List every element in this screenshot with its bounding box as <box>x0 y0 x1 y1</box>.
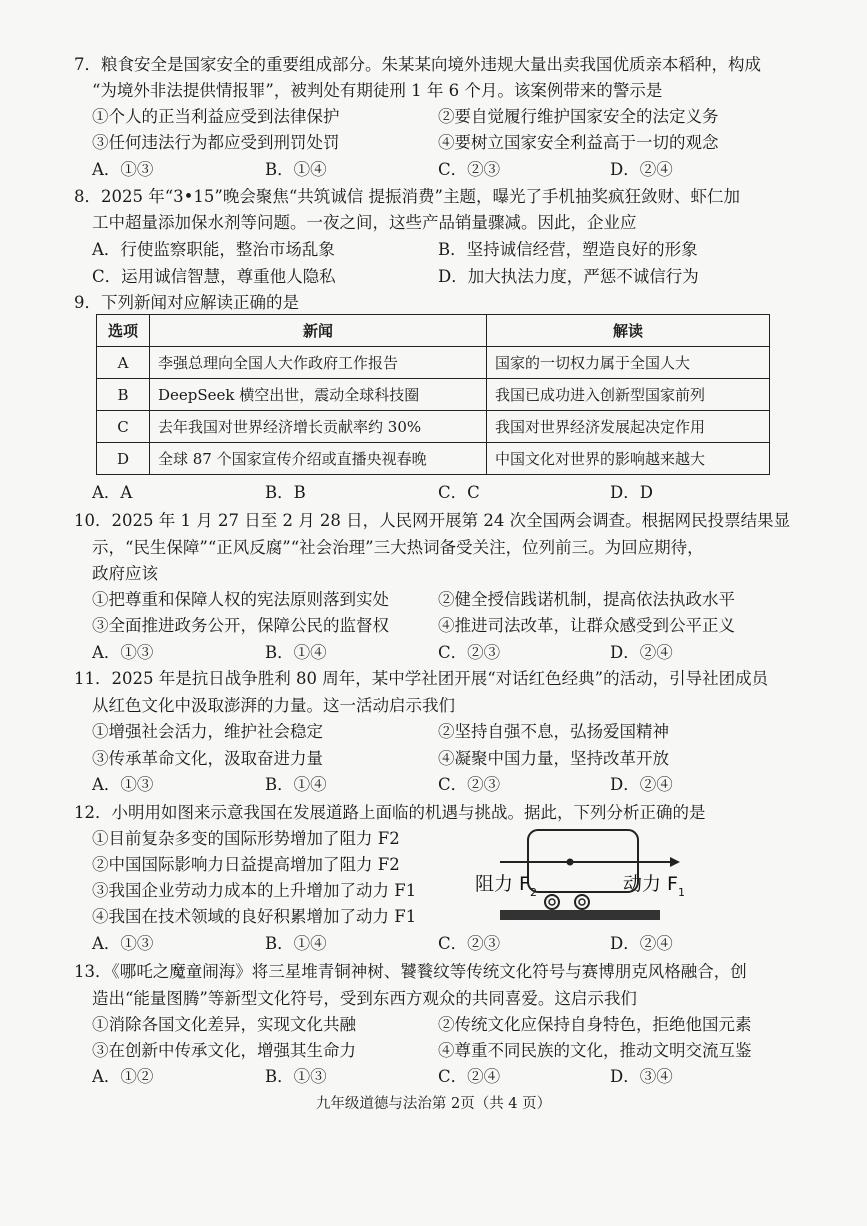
table-row <box>97 379 770 411</box>
page-footer: 九年级道德与法治第 2页（共 4 页） <box>315 1096 552 1112</box>
q11-statement-2: ②坚持自强不息，弘扬爱国精神 <box>438 722 669 741</box>
q7-choice-b[interactable]: B．①④ <box>265 160 327 179</box>
row-news: 全球 87 个国家宣传介绍或直播央视春晚 <box>150 443 487 475</box>
table-header-row <box>97 315 770 347</box>
table-header-option: 选项 <box>97 315 150 347</box>
cart-wheel-right <box>575 895 589 909</box>
q9-choice-a[interactable]: A．A <box>92 483 133 502</box>
table-row <box>97 347 770 379</box>
row-key: D <box>97 443 150 475</box>
q8-stem-line-2: 工中超量添加保水剂等问题。一夜之间，这些产品销量骤减。因此，企业应 <box>92 213 637 232</box>
q12-statement-2: ②中国国际影响力日益提高增加了阻力 F2 <box>92 855 400 874</box>
force-cart-diagram <box>470 824 700 934</box>
row-key: B <box>97 379 150 411</box>
row-reading: 我国已成功进入创新型国家前列 <box>487 379 770 411</box>
q11-statement-4: ④凝聚中国力量，坚持改革开放 <box>438 749 669 768</box>
q7-statement-3: ③任何违法行为都应受到刑罚处罚 <box>92 133 340 152</box>
q7-choice-c[interactable]: C．②③ <box>438 160 501 179</box>
q8-choice-c[interactable]: C．运用诚信智慧，尊重他人隐私 <box>92 267 336 286</box>
drive-force-label: 动力 $F_1$ <box>623 873 685 899</box>
resist-force-label: 阻力 $F_2$ <box>475 873 537 899</box>
q10-statement-2: ②健全授信践诺机制，提高依法执政水平 <box>438 590 735 609</box>
q12-choice-b[interactable]: B．①④ <box>265 934 327 953</box>
q13-statement-2: ②传统文化应保持自身特色，拒绝他国元素 <box>438 1015 752 1034</box>
q7-stem-line-1: 7．粮食安全是国家安全的重要组成部分。朱某某向境外违规大量出卖我国优质亲本稻种，构成 <box>74 55 761 74</box>
q12-choice-d[interactable]: D．②④ <box>610 934 673 953</box>
q9-choice-c[interactable]: C．C <box>438 483 480 502</box>
q11-statement-1: ①增强社会活力，维护社会稳定 <box>92 722 323 741</box>
q13-stem-line-2: 造出“能量图腾”等新型文化符号，受到东西方观众的共同喜爱。这启示我们 <box>92 989 637 1008</box>
q11-choice-a[interactable]: A．①③ <box>92 775 154 794</box>
q10-stem-line-2: 示，“民生保障”“正风反腐”“社会治理”三大热词备受关注，位列前三。为回应期待， <box>92 538 704 557</box>
cart-wheel-left <box>545 895 559 909</box>
row-reading: 我国对世界经济发展起决定作用 <box>487 411 770 443</box>
q7-stem-line-2: “为境外非法提供情报罪”，被判处有期徒刑 1 年 6 个月。该案例带来的警示是 <box>92 81 663 100</box>
q10-stem-line-1: 10．2025 年 1 月 27 日至 2 月 28 日，人民网开展第 24 次全国两会调查。根据网民投票结果显 <box>74 511 791 530</box>
q8-choice-d[interactable]: D．加大执法力度，严惩不诚信行为 <box>438 267 699 286</box>
q12-choice-a[interactable]: A．①③ <box>92 934 154 953</box>
q10-statement-1: ①把尊重和保障人权的宪法原则落到实处 <box>92 590 389 609</box>
row-news: 李强总理向全国人大作政府工作报告 <box>150 347 487 379</box>
row-reading: 国家的一切权力属于全国人大 <box>487 347 770 379</box>
q11-stem-line-2: 从红色文化中汲取澎湃的力量。这一活动启示我们 <box>92 696 455 715</box>
q13-choice-c[interactable]: C．②④ <box>438 1067 501 1086</box>
q10-choice-b[interactable]: B．①④ <box>265 643 327 662</box>
q10-statement-3: ③全面推进政务公开，保障公民的监督权 <box>92 616 389 635</box>
ground-bar <box>500 910 660 920</box>
q10-statement-4: ④推进司法改革，让群众感受到公平正义 <box>438 616 735 635</box>
q12-statement-4: ④我国在技术领域的良好积累增加了动力 F1 <box>92 907 417 926</box>
q9-choice-d[interactable]: D．D <box>610 483 653 502</box>
q13-choice-b[interactable]: B．①③ <box>265 1067 327 1086</box>
table-header-news: 新闻 <box>150 315 487 347</box>
q8-choice-a[interactable]: A．行使监察职能，整治市场乱象 <box>92 240 335 259</box>
q10-choice-c[interactable]: C．②③ <box>438 643 501 662</box>
row-key: C <box>97 411 150 443</box>
q10-choice-d[interactable]: D．②④ <box>610 643 673 662</box>
table-row <box>97 443 770 475</box>
table-row <box>97 411 770 443</box>
q9-choice-b[interactable]: B．B <box>265 483 306 502</box>
q11-choice-d[interactable]: D．②④ <box>610 775 673 794</box>
force-arrow-head <box>670 857 680 867</box>
q12-stem: 12．小明用如图来示意我国在发展道路上面临的机遇与挑战。据此，下列分析正确的是 <box>74 803 706 822</box>
q13-stem-line-1: 13．《哪吒之魔童闹海》将三星堆青铜神树、饕餮纹等传统文化符号与赛博朋克风格融合，创 <box>74 962 747 981</box>
q11-stem-line-1: 11．2025 年是抗日战争胜利 80 周年，某中学社团开展“对话红色经典”的活动，引导社团成员 <box>74 669 769 688</box>
table-header-reading: 解读 <box>487 315 770 347</box>
q10-stem-line-3: 政府应该 <box>92 564 158 583</box>
q9-news-table <box>96 314 770 475</box>
row-news: 去年我国对世界经济增长贡献率约 30% <box>150 411 487 443</box>
q12-choice-c[interactable]: C．②③ <box>438 934 501 953</box>
q11-statement-3: ③传承革命文化，汲取奋进力量 <box>92 749 323 768</box>
row-news: DeepSeek 横空出世，震动全球科技圈 <box>150 379 487 411</box>
q13-statement-3: ③在创新中传承文化，增强其生命力 <box>92 1041 356 1060</box>
q13-choice-d[interactable]: D．③④ <box>610 1067 673 1086</box>
q7-choice-d[interactable]: D．②④ <box>610 160 673 179</box>
q7-statement-4: ④要树立国家安全利益高于一切的观念 <box>438 133 719 152</box>
row-reading: 中国文化对世界的影响越来越大 <box>487 443 770 475</box>
q8-choice-b[interactable]: B．坚持诚信经营，塑造良好的形象 <box>438 240 698 259</box>
q13-statement-1: ①消除各国文化差异，实现文化共融 <box>92 1015 356 1034</box>
q7-choice-a[interactable]: A．①③ <box>92 160 154 179</box>
q8-stem-line-1: 8．2025 年“3•15”晚会聚焦“共筑诚信 提振消费”主题，曝光了手机抽奖疯狂敛财、虾仁加 <box>74 187 740 206</box>
q11-choice-b[interactable]: B．①④ <box>265 775 327 794</box>
q9-stem: 9．下列新闻对应解读正确的是 <box>74 293 299 312</box>
q13-choice-a[interactable]: A．①② <box>92 1067 154 1086</box>
q12-statement-1: ①目前复杂多变的国际形势增加了阻力 F2 <box>92 829 400 848</box>
q10-choice-a[interactable]: A．①③ <box>92 643 154 662</box>
q11-choice-c[interactable]: C．②③ <box>438 775 501 794</box>
q13-statement-4: ④尊重不同民族的文化，推动文明交流互鉴 <box>438 1041 752 1060</box>
row-key: A <box>97 347 150 379</box>
cart-center-dot <box>567 859 574 866</box>
q7-statement-2: ②要自觉履行维护国家安全的法定义务 <box>438 107 719 126</box>
q12-statement-3: ③我国企业劳动力成本的上升增加了动力 F1 <box>92 881 417 900</box>
q7-statement-1: ①个人的正当利益应受到法律保护 <box>92 107 340 126</box>
